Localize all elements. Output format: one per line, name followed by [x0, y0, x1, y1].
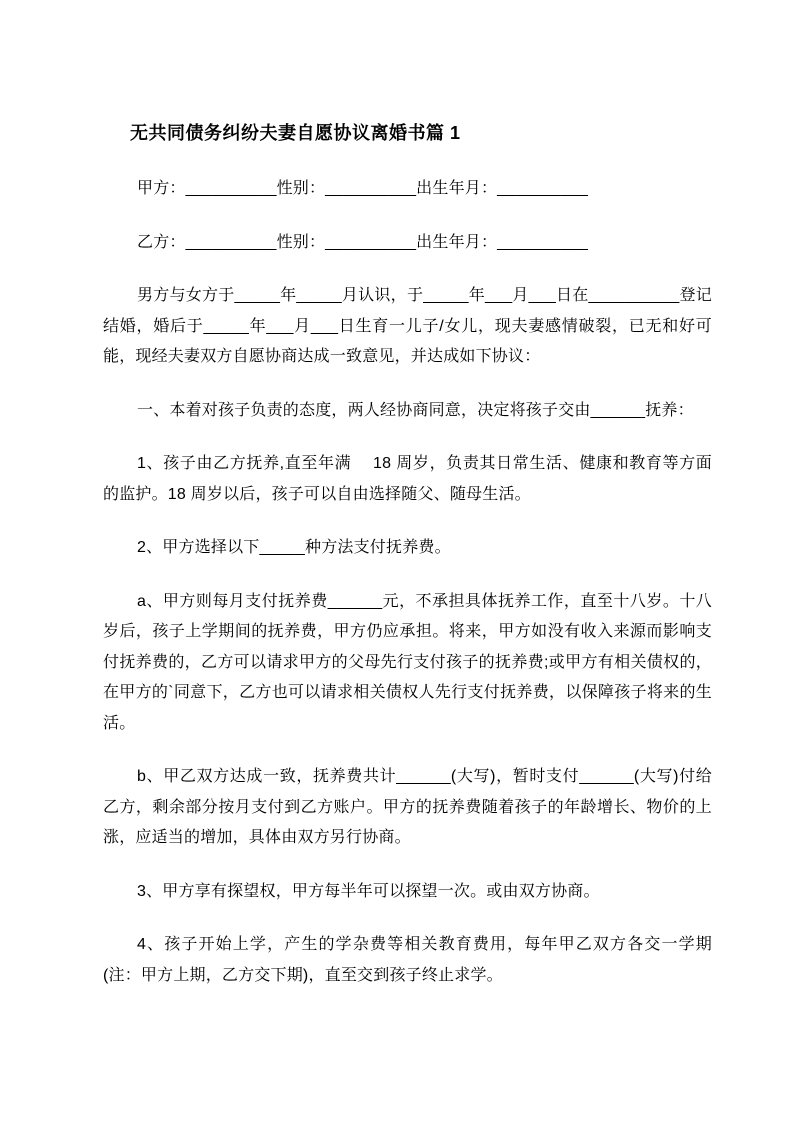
clause-1-item-3: 3、甲方享有探望权，甲方每半年可以探望一次。或由双方协商。 — [137, 882, 600, 900]
preamble-paragraph: 男方与女方于_____年_____月认识，于_____年___月___日在__________登记结婚，婚后于_____年___月___日生育一儿子/女儿，现夫妻感情破裂，已无和好可能，现经夫妻双方自愿协商达成一致意见，并达成如下协议： — [103, 287, 712, 365]
clause-1-item-2b: b、甲乙双方达成一致，抚养费共计______(大写)，暂时支付______(大写)付给乙方，剩余部分按月支付到乙方账户。甲方的抚养费随着孩子的年龄增长、物价的上涨，应适当的增加，具体由双方另行协商。 — [103, 768, 712, 846]
party-a-info-line: 甲方：__________性别：__________出生年月：__________ — [137, 180, 589, 197]
document-title: 无共同债务纠纷夫妻自愿协议离婚书篇 1 — [130, 123, 461, 143]
clause-1-custody-heading: 一、本着对孩子负责的态度，两人经协商同意，决定将孩子交由______抚养： — [137, 401, 694, 419]
clause-1-item-1: 1、孩子由乙方抚养,直至年满 18 周岁，负责其日常生活、健康和教育等方面的监护。18 周岁以后，孩子可以自由选择随父、随母生活。 — [103, 455, 712, 503]
party-b-info-line: 乙方：__________性别：__________出生年月：__________ — [137, 233, 589, 251]
clause-1-item-2: 2、甲方选择以下_____种方法支付抚养费。 — [137, 539, 451, 556]
clause-1-item-2a: a、甲方则每月支付抚养费______元，不承担具体抚养工作，直至十八岁。十八岁后，孩子上学期间的抚养费，甲方仍应承担。将来，甲方如没有收入来源而影响支付抚养费的，乙方可以请求甲方的父母先行支付孩子的抚养费;或甲方有相关债权的，在甲方的`同意下，乙方也可以请求相关债权人先行支付抚养费，以保障孩子将来的生活。 — [103, 592, 712, 732]
clause-1-item-4: 4、孩子开始上学，产生的学杂费等相关教育费用，每年甲乙双方各交一学期(注：甲方上期，乙方交下期)，直至交到孩子终止求学。 — [103, 936, 712, 984]
